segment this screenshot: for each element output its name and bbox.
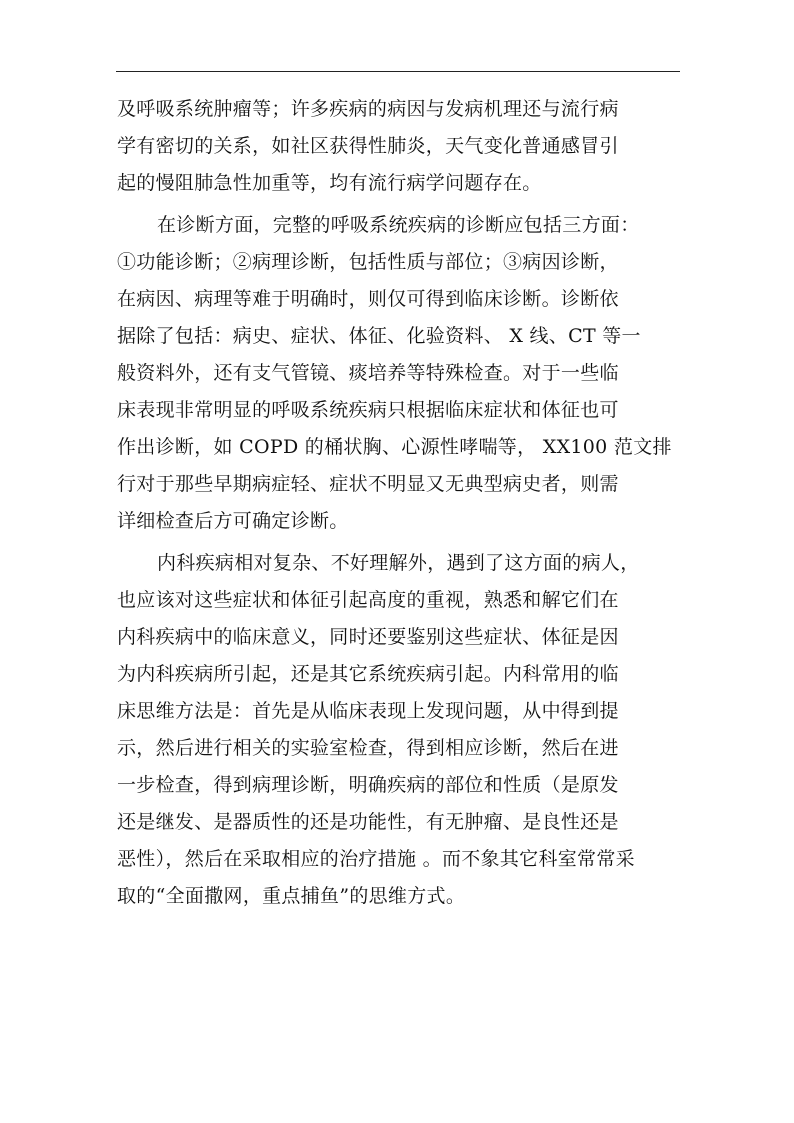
- text-line: 还是继发、是器质性的还是功能性，有无肿瘤、是良性还是: [117, 811, 619, 833]
- text-line: 内科疾病中的临床意义，同时还要鉴别这些症状、体征是因: [117, 626, 619, 648]
- text-line: 在病因、病理等难于明确时，则仅可得到临床诊断。诊断依: [117, 288, 619, 310]
- text-line: 据除了包括：病史、症状、体征、化验资料、 X 线、CT 等一: [117, 325, 641, 347]
- text-line: 取的“全面撒网，重点捕鱼”的思维方式。: [117, 885, 466, 907]
- paragraph-3: [117, 545, 681, 915]
- paragraph-2: [117, 207, 681, 540]
- text-line: 行对于那些早期病症轻、症状不明显又无典型病史者，则需: [117, 473, 619, 495]
- text-line: 起的慢阻肺急性加重等，均有流行病学问题存在。: [117, 172, 542, 194]
- text-line: 床思维方法是：首先是从临床表现上发现问题，从中得到提: [117, 700, 619, 722]
- text-line: 一步检查，得到病理诊断，明确疾病的部位和性质（是原发: [117, 774, 619, 796]
- text-line: 在诊断方面，完整的呼吸系统疾病的诊断应包括三方面：: [157, 214, 640, 236]
- text-line: ①功能诊断；②病理诊断，包括性质与部位；③病因诊断，: [117, 251, 619, 273]
- text-line: 般资料外，还有支气管镜、痰培养等特殊检查。对于一些临: [117, 362, 619, 384]
- text-line: 示，然后进行相关的实验室检查，得到相应诊断，然后在进: [117, 737, 619, 759]
- text-line: 床表现非常明显的呼吸系统疾病只根据临床症状和体征也可: [117, 399, 619, 421]
- text-line: 为内科疾病所引起，还是其它系统疾病引起。内科常用的临: [117, 663, 619, 685]
- document-body: [117, 91, 681, 915]
- text-line: 学有密切的关系，如社区获得性肺炎，天气变化普通感冒引: [117, 135, 619, 157]
- text-line: 内科疾病相对复杂、不好理解外，遇到了这方面的病人，: [157, 552, 640, 574]
- text-line: 及呼吸系统肿瘤等；许多疾病的病因与发病机理还与流行病: [117, 98, 619, 120]
- text-line: 作出诊断，如 COPD 的桶状胸、心源性哮喘等， XX100 范文排: [117, 436, 672, 458]
- text-line: 恶性），然后在采取相应的治疗措施 。而不象其它科室常常采: [117, 848, 635, 870]
- text-line: 详细检查后方可确定诊断。: [117, 510, 349, 532]
- text-line: 也应该对这些症状和体征引起高度的重视，熟悉和解它们在: [117, 589, 619, 611]
- header-rule: [116, 71, 680, 72]
- paragraph-1: [117, 91, 681, 202]
